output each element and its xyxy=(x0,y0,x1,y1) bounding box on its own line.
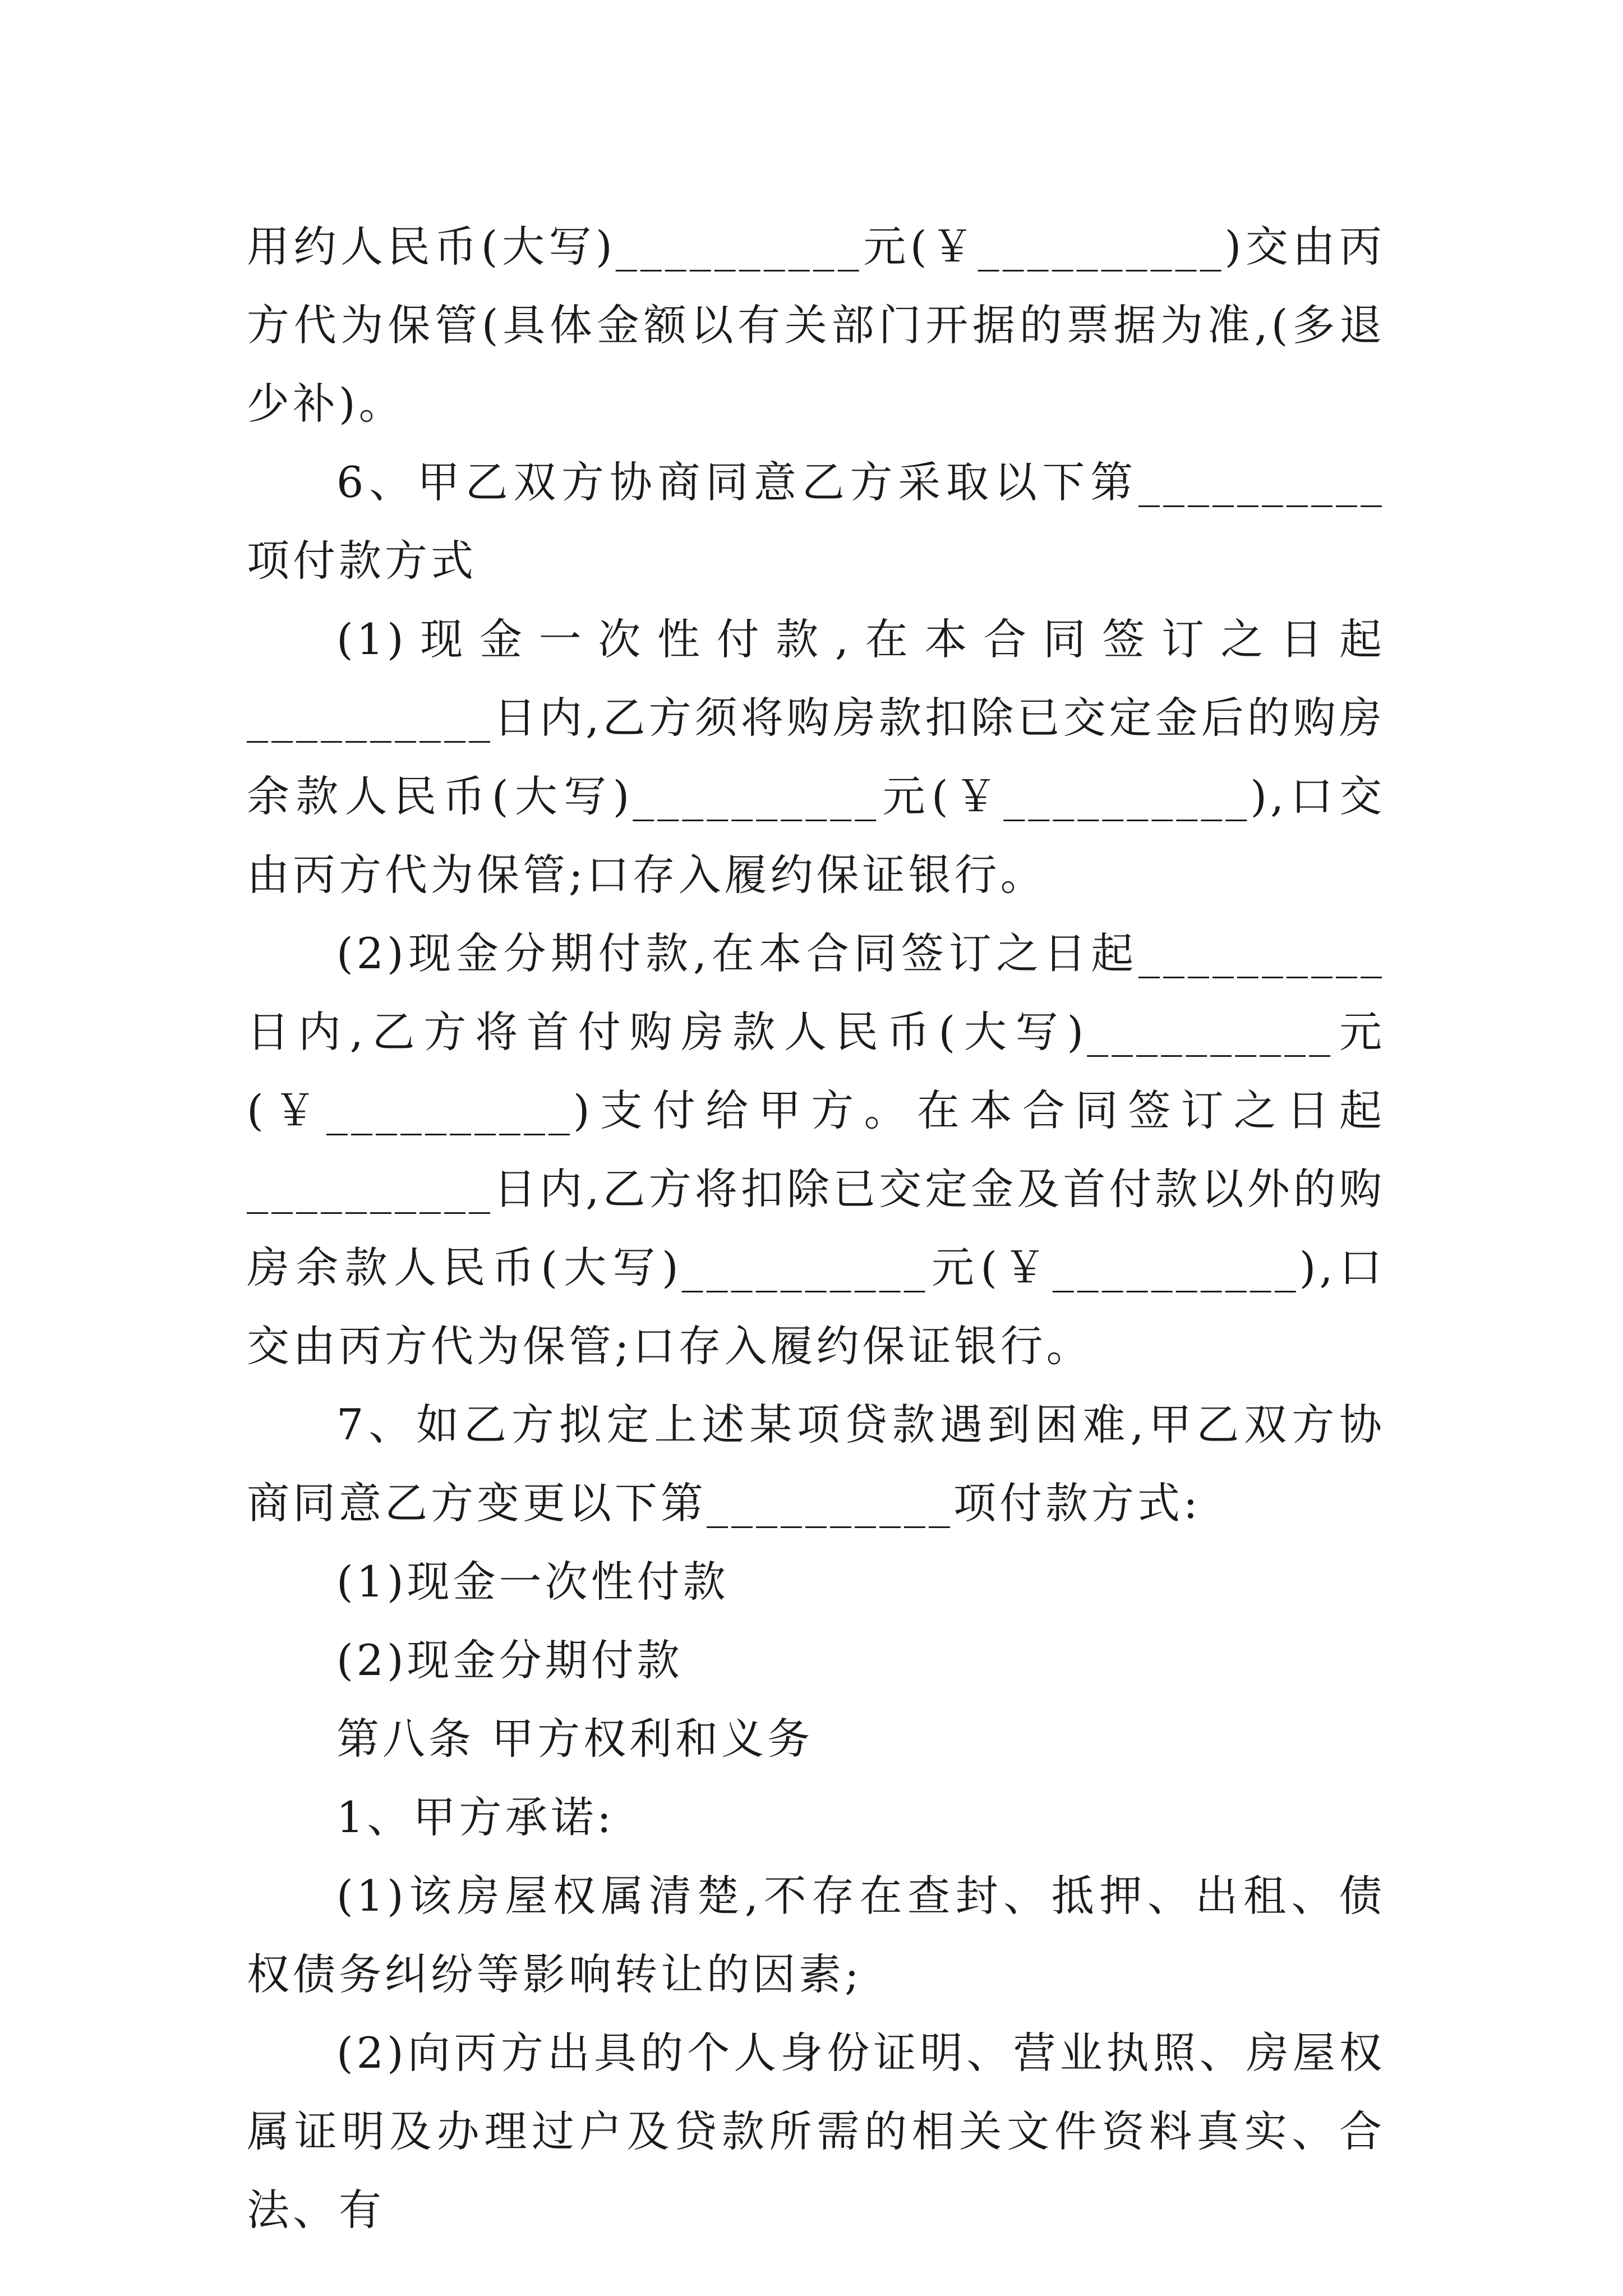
paragraph-option-2: (2)现金分期付款 xyxy=(336,1635,683,1685)
paragraph-lump-sum-payment: (1)现金一次性付款,在本合同签订之日起__________日内,乙方须将购房款扣除已交定金后的购房余款人民币(大写)__________元(￥__________),口交由丙方代为保管;口存入履约保证银行。 xyxy=(247,614,1385,900)
paragraph-party-a-commitment: 1、甲方承诺: xyxy=(336,1792,615,1842)
paragraph-commitment-2: (2)向丙方出具的个人身份证明、营业执照、房屋权属证明及办理过户及贷款所需的相关文件资料真实、合法、有 xyxy=(247,2028,1385,2235)
paragraph-installment-payment: (2)现金分期付款,在本合同签订之日起__________日内,乙方将首付购房款人民币(大写)__________元(￥__________)支付给甲方。在本合同签订之日起__________日内,乙方将扣除已交定金及首付款以外的购房余款人民币(大写)__________元(￥__________),口交由丙方代为保管;口存入履约保证银行。 xyxy=(247,928,1385,1371)
paragraph-clause-7: 7、如乙方拟定上述某项贷款遇到困难,甲乙双方协商同意乙方变更以下第__________项付款方式: xyxy=(247,1400,1385,1528)
paragraph-deposit-custody: 用约人民币(大写)__________元(￥__________)交由丙方代为保管(具体金额以有关部门开据的票据为准,(多退少补)。 xyxy=(247,222,1385,429)
paragraph-option-1: (1)现金一次性付款 xyxy=(336,1557,729,1607)
paragraph-commitment-1: (1)该房屋权属清楚,不存在查封、抵押、出租、债权债务纠纷等影响转让的因素; xyxy=(247,1871,1385,1999)
paragraph-clause-6: 6、甲乙双方协商同意乙方采取以下第__________项付款方式 xyxy=(247,457,1385,586)
section-heading-article-8: 第八条 甲方权利和义务 xyxy=(336,1714,814,1764)
document-page xyxy=(247,208,1385,2249)
